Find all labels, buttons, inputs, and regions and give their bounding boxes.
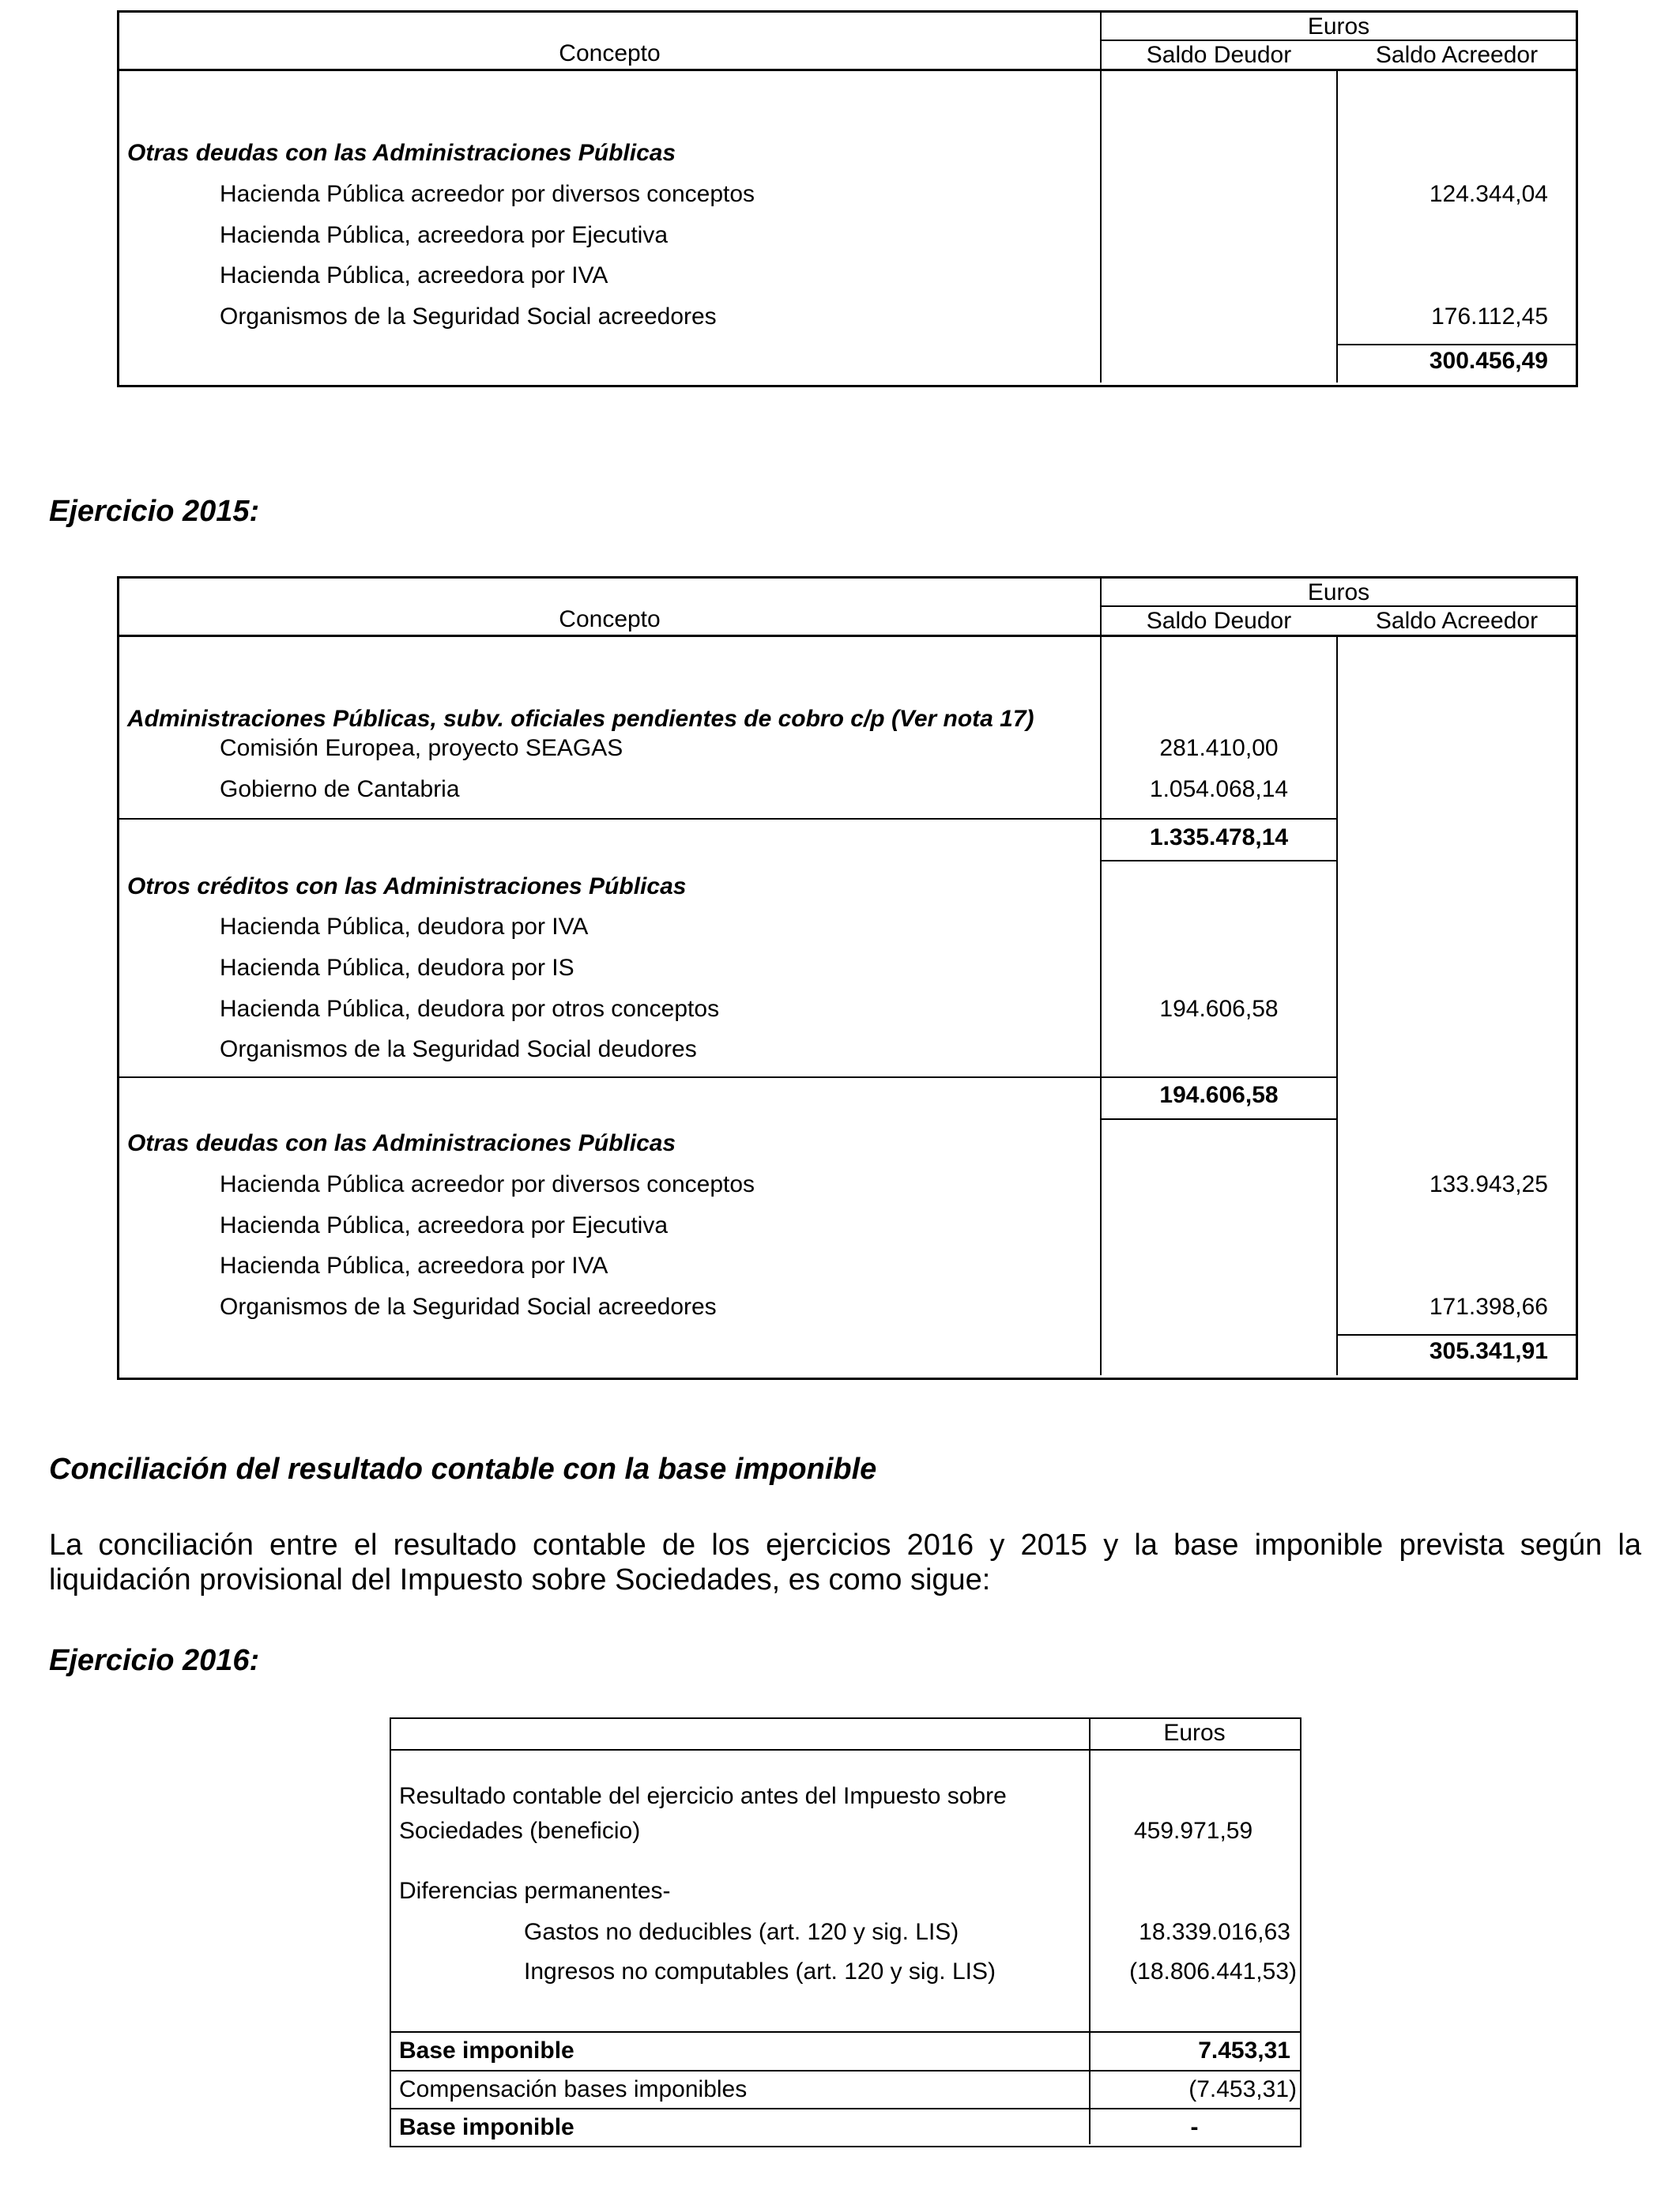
header-saldo-deudor: Saldo Deudor (1146, 42, 1292, 68)
table-conciliacion-2016 (390, 1717, 1301, 2147)
table-2015 (117, 576, 1578, 1380)
table-row-label: Organismos de la Seguridad Social acreedores (220, 303, 717, 330)
paragraph-conciliacion: La conciliación entre el resultado contable de los ejercicios 2016 y 2015 y la base imponible prevista según la liquidación provisional del Impuesto sobre Sociedades, es como sigue: (49, 1529, 1641, 1596)
heading-ejercicio-2015: Ejercicio 2015: (49, 495, 260, 528)
ingresos-label: Ingresos no computables (art. 120 y sig. LIS) (524, 1958, 996, 1985)
header-concepto: Concepto (559, 40, 661, 66)
gastos-label: Gastos no deducibles (art. 120 y sig. LIS) (524, 1919, 959, 1945)
resultado-label: Resultado contable del ejercicio antes del Impuesto sobre (399, 1783, 1007, 1809)
table-row-label: Gobierno de Cantabria (220, 776, 460, 802)
section-total: 1.335.478,14 (1149, 824, 1289, 850)
section-title: Administraciones Públicas, subv. oficiales pendientes de cobro c/p (Ver nota 17) (127, 706, 1034, 732)
base-imponible-label: Base imponible (399, 2038, 574, 2064)
table-row-value: 124.344,04 (1429, 181, 1548, 207)
table-row-value: 171.398,66 (1429, 1294, 1548, 1320)
table-row-label: Hacienda Pública, acreedora por Ejecutiva (220, 1212, 668, 1238)
table-row-value: 194.606,58 (1159, 996, 1279, 1022)
table-row-label: Hacienda Pública, acreedora por IVA (220, 262, 608, 288)
table-row-label: Hacienda Pública, deudora por IS (220, 955, 574, 981)
table-row-label: Organismos de la Seguridad Social deudores (220, 1036, 697, 1062)
compensacion-label: Compensación bases imponibles (399, 2076, 748, 2102)
total-value: 300.456,49 (1429, 348, 1548, 374)
header-euros: Euros (1307, 13, 1370, 40)
table-row-value: 1.054.068,14 (1149, 776, 1289, 802)
header-saldo-acreedor: Saldo Acreedor (1375, 608, 1539, 634)
base-imponible-value: 7.453,31 (1198, 2038, 1290, 2064)
table-row-value: 176.112,45 (1431, 303, 1548, 330)
heading-conciliacion: Conciliación del resultado contable con la base imponible (49, 1453, 877, 1486)
table-row-value: 281.410,00 (1159, 735, 1279, 761)
base-imponible-final-label: Base imponible (399, 2114, 574, 2140)
header-saldo-acreedor: Saldo Acreedor (1375, 42, 1539, 68)
table-row-label: Hacienda Pública, acreedora por Ejecutiva (220, 222, 668, 248)
table-row-label: Hacienda Pública acreedor por diversos conceptos (220, 1171, 755, 1197)
header-euros: Euros (1163, 1720, 1226, 1746)
base-imponible-final-value: - (1190, 2114, 1199, 2140)
resultado-value: 459.971,59 (1134, 1818, 1253, 1844)
resultado-label-2: Sociedades (beneficio) (399, 1818, 641, 1844)
header-concepto: Concepto (559, 606, 661, 632)
table-2016-deudas (117, 10, 1578, 387)
section-total: 194.606,58 (1159, 1082, 1279, 1108)
diferencias-label: Diferencias permanentes- (399, 1878, 671, 1904)
section-total: 305.341,91 (1429, 1338, 1548, 1364)
section-title: Otras deudas con las Administraciones Públicas (127, 140, 676, 166)
header-saldo-deudor: Saldo Deudor (1146, 608, 1292, 634)
table-row-label: Comisión Europea, proyecto SEAGAS (220, 735, 623, 761)
table-row-label: Hacienda Pública, deudora por IVA (220, 914, 589, 940)
compensacion-value: (7.453,31) (1188, 2076, 1297, 2102)
ingresos-value: (18.806.441,53) (1129, 1958, 1297, 1985)
section-title: Otras deudas con las Administraciones Públicas (127, 1130, 676, 1156)
table-row-value: 133.943,25 (1429, 1171, 1548, 1197)
table-row-label: Organismos de la Seguridad Social acreedores (220, 1294, 717, 1320)
gastos-value: 18.339.016,63 (1139, 1919, 1290, 1945)
heading-ejercicio-2016: Ejercicio 2016: (49, 1644, 260, 1677)
section-title: Otros créditos con las Administraciones Públicas (127, 873, 687, 899)
table-row-label: Hacienda Pública, acreedora por IVA (220, 1253, 608, 1279)
header-euros: Euros (1307, 579, 1370, 605)
table-row-label: Hacienda Pública, deudora por otros conceptos (220, 996, 720, 1022)
table-row-label: Hacienda Pública acreedor por diversos conceptos (220, 181, 755, 207)
